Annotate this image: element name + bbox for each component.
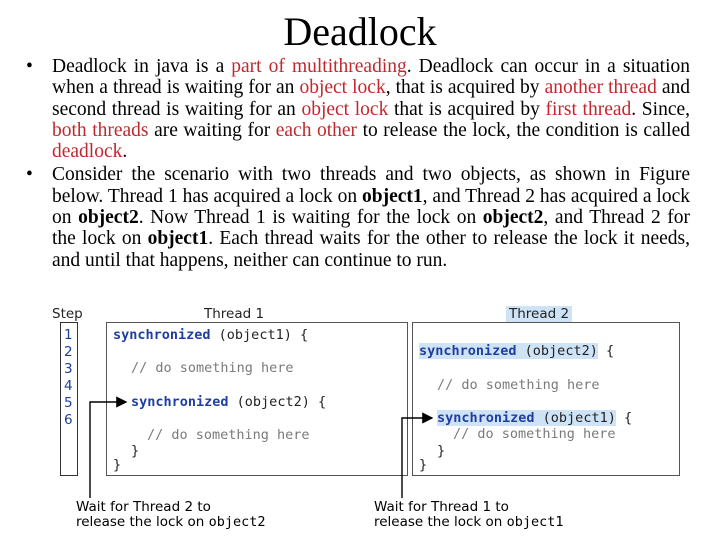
thread1-line1: synchronized (object1) { — [113, 327, 309, 343]
text: Deadlock in java is a — [52, 56, 232, 77]
thread1-close-inner: } — [131, 443, 140, 459]
highlight: first thread — [545, 98, 632, 120]
text: . Deadlock can occur in a situation when a thread is waiting for an — [52, 56, 690, 99]
thread2-wait-arrow — [402, 418, 432, 498]
thread1-label: Thread 1 — [204, 306, 265, 322]
text: , that is acquired by — [385, 77, 545, 99]
step-number: 3 — [64, 361, 73, 377]
text: . — [122, 141, 128, 163]
thread2-comment1: // do something here — [437, 377, 600, 393]
bullet-list — [26, 56, 690, 271]
step-number: 6 — [64, 412, 73, 428]
highlight: object lock — [301, 98, 389, 120]
step-number: 2 — [64, 344, 73, 360]
text: . Each thread waits for the other to release the lock it needs, and until that happens, neither can continue to run. — [52, 228, 690, 271]
thread2-close-outer: } — [419, 457, 428, 473]
highlight: both threads — [52, 119, 149, 141]
highlight: another thread — [544, 77, 657, 99]
slide-title: Deadlock — [283, 9, 437, 54]
bullet-dot-icon: • — [26, 56, 33, 77]
thread2-line3: synchronized (object1) { — [437, 410, 633, 426]
text: that is acquired by — [388, 98, 546, 120]
step-number: 5 — [64, 395, 73, 411]
step-header: Step — [52, 306, 83, 322]
thread1-line3: synchronized (object2) { — [131, 394, 327, 410]
thread2-line1: synchronized (object2) { — [419, 343, 615, 359]
thread1-close-outer: } — [113, 457, 122, 473]
thread1-wait-note: Wait for Thread 2 to release the lock on object2 — [76, 499, 266, 530]
bold-term: object2 — [78, 207, 139, 229]
text: and second thread is waiting for an — [52, 77, 691, 120]
bullet-dot-icon: • — [26, 164, 33, 186]
bold-term: object1 — [361, 185, 423, 207]
bullet-scenario — [26, 164, 690, 270]
bold-term: object2 — [482, 207, 544, 229]
thread1-comment2: // do something here — [147, 427, 310, 443]
step-number: 1 — [64, 327, 73, 343]
highlight: deadlock — [52, 141, 123, 163]
deadlock-figure — [30, 300, 690, 540]
thread2-close-inner: } — [437, 443, 446, 459]
highlight: object lock — [299, 77, 386, 99]
text: Consider the scenario with two threads and two objects, as shown in Figure below. Thread 1 has acquired a lock on — [52, 164, 690, 207]
bold-term: object1 — [147, 228, 209, 250]
thread2-wait-note: Wait for Thread 1 to release the lock on object1 — [374, 499, 564, 530]
highlight: part of multithreading — [231, 56, 407, 77]
text: to release the lock, the condition is called — [357, 119, 690, 141]
thread2-comment2: // do something here — [453, 426, 616, 442]
text: . Now Thread 1 is waiting for the lock on — [138, 207, 483, 229]
highlight: each other — [275, 119, 358, 141]
bullet-deadlock-definition — [26, 56, 690, 162]
text: , and Thread 2 has acquired a lock on — [52, 185, 690, 229]
step-number: 4 — [64, 378, 73, 394]
text: , and Thread 2 for the lock on — [52, 207, 691, 250]
thread2-label: Thread 2 — [506, 306, 572, 322]
text: are waiting for — [148, 119, 276, 141]
thread1-comment1: // do something here — [131, 360, 294, 376]
text: . Since, — [631, 98, 691, 120]
thread1-wait-arrow — [90, 402, 126, 498]
